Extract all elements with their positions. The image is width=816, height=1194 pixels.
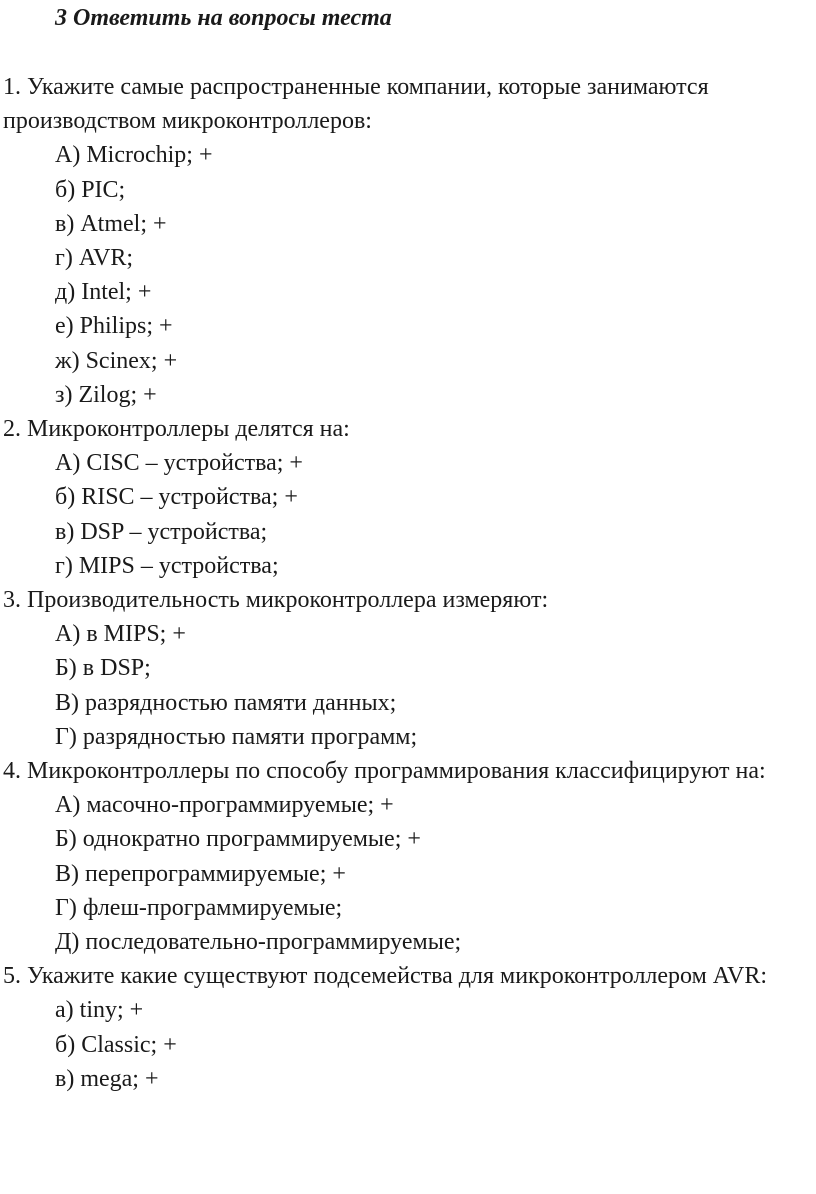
question-1-option-b: б) PIC; [55, 176, 126, 203]
question-1-option-g: г) AVR; [55, 245, 134, 272]
question-3-option-v: В) разрядностью памяти данных; [55, 689, 397, 716]
question-3: 3. Производительность микроконтроллера измеряют: [3, 587, 549, 614]
question-2-option-g: г) MIPS – устройства; [55, 552, 279, 579]
question-5-option-b: б) Classic; + [55, 1031, 177, 1058]
question-4-option-a: А) масочно-программируемые; + [55, 792, 394, 819]
question-2-option-a: А) CISC – устройства; + [55, 450, 303, 477]
question-1-option-e: е) Philips; + [55, 313, 173, 340]
question-1-option-v: в) Atmel; + [55, 210, 167, 237]
question-5: 5. Укажите какие существуют подсемейства для микроконтроллером AVR: [3, 963, 768, 990]
quiz-content [3, 70, 803, 1096]
question-2-option-b: б) RISC – устройства; + [55, 484, 298, 511]
question-3-option-g: Г) разрядностью памяти программ; [55, 723, 418, 750]
question-2: 2. Микроконтроллеры делятся на: [3, 416, 350, 443]
question-4-option-d: Д) последовательно-программируемые; [55, 929, 462, 956]
question-3-option-a: А) в MIPS; + [55, 621, 186, 648]
question-1-option-d: д) Intel; + [55, 279, 152, 306]
question-2-option-v: в) DSP – устройства; [55, 518, 268, 545]
section-heading: 3 Ответить на вопросы теста [55, 5, 392, 31]
question-1-option-z: з) Zilog; + [55, 381, 157, 408]
question-5-option-a: а) tiny; + [55, 997, 144, 1024]
question-1-option-zh: ж) Scinex; + [55, 347, 178, 374]
question-1-option-a: А) Microchip; + [55, 142, 213, 169]
question-3-option-b: Б) в DSP; [55, 655, 151, 682]
question-4-option-b: Б) однократно программируемые; + [55, 826, 421, 853]
question-5-option-v: в) mega; + [55, 1065, 159, 1092]
question-4: 4. Микроконтроллеры по способу программирования классифицируют на: [3, 758, 766, 785]
question-4-option-v: В) перепрограммируемые; + [55, 860, 346, 887]
question-1: 1. Укажите самые распространенные компании, которые занимаются производством микроконтроллеров: [3, 74, 709, 135]
question-4-option-g: Г) флеш-программируемые; [55, 894, 343, 921]
